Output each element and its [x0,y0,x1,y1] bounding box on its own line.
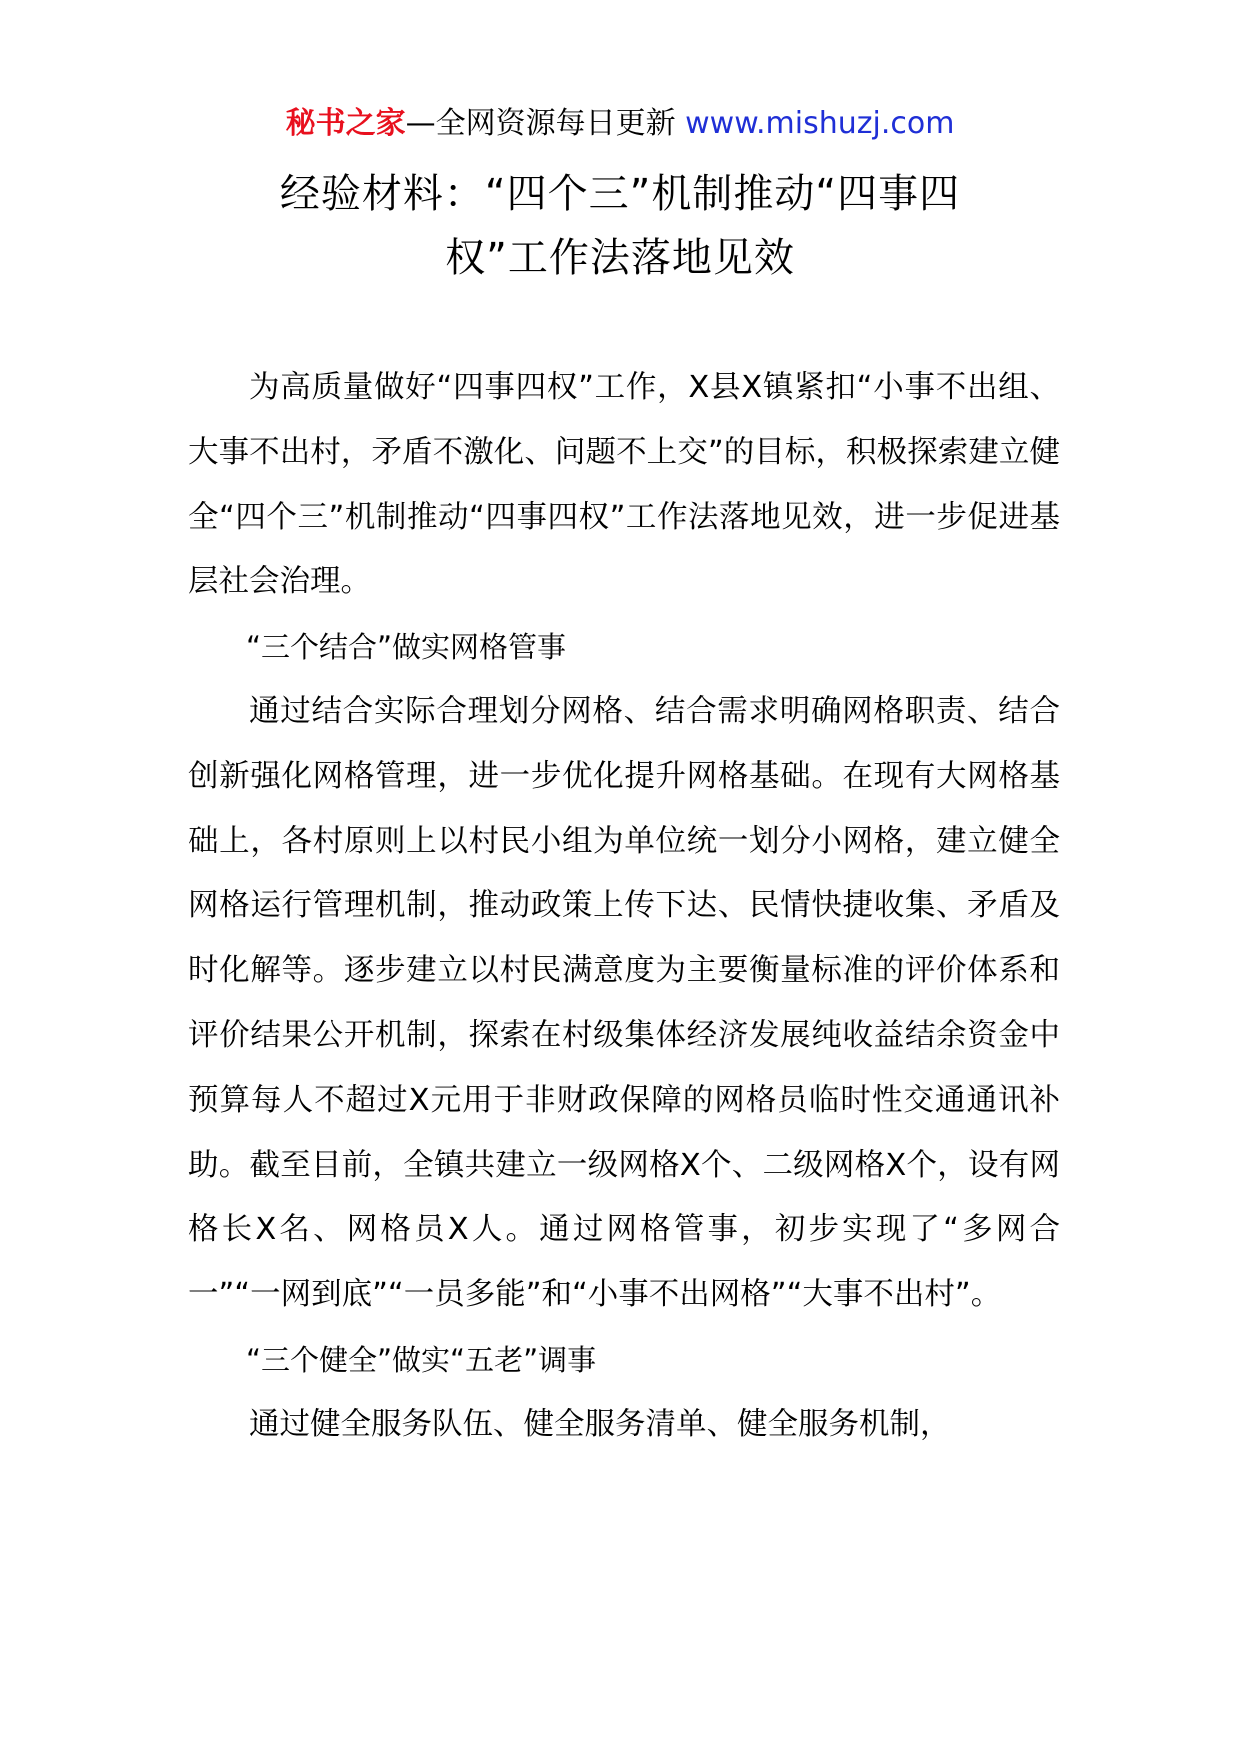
document-title-line-1: 经验材料：“四个三”机制推动“四事四 [279,171,961,217]
site-header [0,100,1240,148]
document-title [140,162,1100,290]
intro-paragraph: 为高质量做好“四事四权”工作，X县X镇紧扣“小事不出组、大事不出村，矛盾不激化、问题不上交”的目标，积极探索建立健全“四个三”机制推动“四事四权”工作法落地见效，进一步促进基层社会治理。 [188,370,1060,600]
document-title-line-2: 权”工作法落地见效 [445,235,795,281]
section-heading-elders: “三个健全”做实“五老”调事 [246,1342,597,1377]
elders-paragraph: 通过健全服务队伍、健全服务清单、健全服务机制， [249,1406,951,1442]
site-url-link[interactable]: www.mishuzj.com [685,106,955,141]
site-brand: 秘书之家 [285,106,406,141]
site-tagline: —全网资源每日更新 [405,106,676,141]
document-body [188,356,1060,1458]
grid-paragraph: 通过结合实际合理划分网格、结合需求明确网格职责、结合创新强化网格管理，进一步优化提升网格基础。在现有大网格基础上，各村原则上以村民小组为单位统一划分小网格，建立健全网格运行管理机制，推动政策上传下达、民情快捷收集、矛盾及时化解等。逐步建立以村民满意度为主要衡量标准的评价体系和评价结果公开机制，探索在村级集体经济发展纯收益结余资金中预算每人不超过X元用于非财政保障的网格员临时性交通通讯补助。截至目前，全镇共建立一级网格X个、二级网格X个，设有网格长X名、网格员X人。通过网格管事，初步实现了“多网合一”“一网到底”“一员多能”和“小事不出网格”“大事不出村”。 [188,693,1060,1313]
section-heading-grid: “三个结合”做实网格管事 [246,630,567,665]
